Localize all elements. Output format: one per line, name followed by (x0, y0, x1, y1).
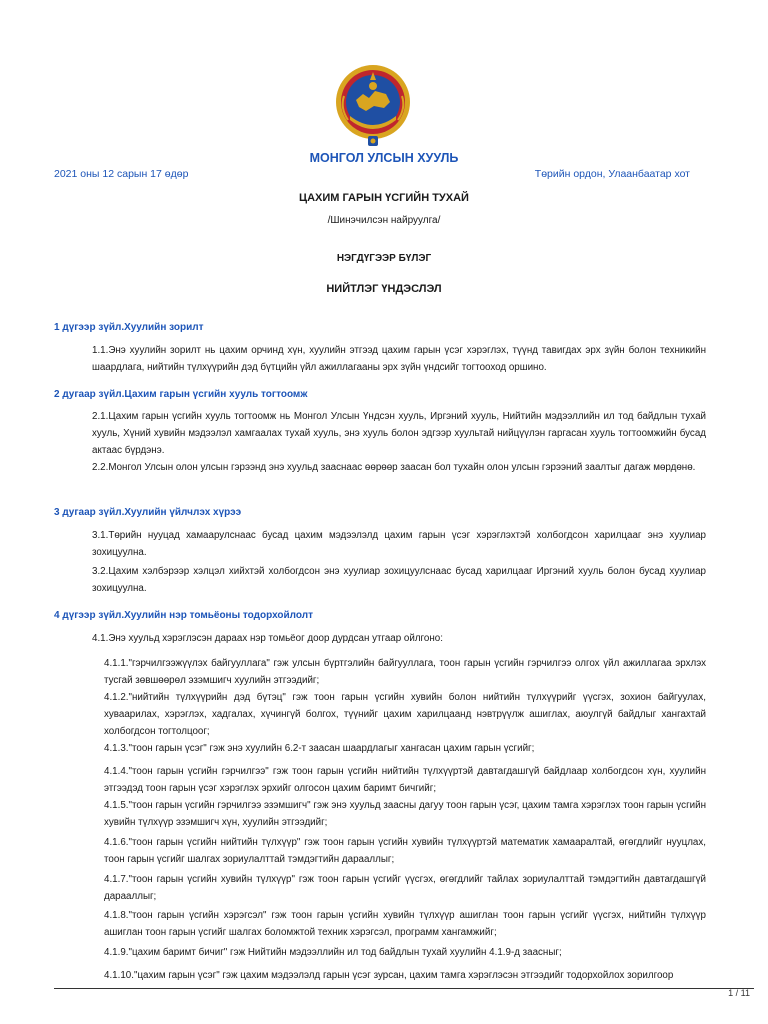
article-2-heading: 2 дугаар зүйл.Цахим гарын үсгийн хууль тогтоомж (54, 389, 308, 400)
date: 2021 оны 12 сарын 17 өдөр (54, 168, 189, 180)
law-title: МОНГОЛ УЛСЫН ХУУЛЬ (309, 151, 459, 165)
chapter-number: НЭГДҮГЭЭР БҮЛЭГ (336, 253, 432, 264)
chapter-name: НИЙТЛЭГ ҮНДЭСЛЭЛ (326, 283, 442, 295)
paragraph-2-1: 2.1.Цахим гарын үсгийн хууль тогтоомж нь Монгол Улсын Үндсэн хууль, Иргэний хууль, Нийтийн мэдээллийн ил тод байдлын тухай хууль, Хүний хувийн мэдээлэл хамгаалах тухай хууль, энэ хууль болон эдгээр хуультай нийцүүлэн гаргасан хууль тогтоомжийн бусад актаас бүрдэнэ. (92, 411, 706, 456)
definition-item: 4.1.9."цахим баримт бичиг" гэж Нийтийн мэдээллийн ил тод байдлын тухай хуулийн 4.1.9-д заасныг; (104, 947, 562, 958)
article-4-heading: 4 дүгээр зүйл.Хуулийн нэр томьёоны тодорхойлолт (54, 610, 313, 621)
state-emblem (334, 56, 412, 150)
document-title: ЦАХИМ ГАРЫН ҮСГИЙН ТУХАЙ (299, 192, 469, 204)
definition-item: 4.1.6."тоон гарын үсгийн нийтийн түлхүүр" гэж тоон гарын үсгийн хувийн түлхүүртэй математик хамааралтай, өгөгдлийг нууцлах, тоон гарын үсгийг шалгах зориулалттай тэмдэгтийн дарааллыг; (104, 837, 706, 865)
article-1-heading: 1 дүгээр зүйл.Хуулийн зорилт (54, 322, 204, 333)
paragraph-4-1: 4.1.Энэ хуульд хэрэглэсэн дараах нэр томьёог доор дурдсан утгаар ойлгоно: (92, 633, 443, 644)
definition-item: 4.1.10."цахим гарын үсэг" гэж цахим мэдээлэлд гарын үсэг зурсан, цахим тамга хэрэглэсэн этгээдийг тодорхойлох зорилгоор (104, 970, 674, 981)
definition-item: 4.1.7."тоон гарын үсгийн хувийн түлхүүр" гэж тоон гарын үсгийг үүсгэх, өгөгдлийг тайлах зориулалттай тэмдэгтийн давтагдашгүй дарааллыг; (104, 874, 706, 902)
paragraph-3-2: 3.2.Цахим хэлбэрээр хэлцэл хийхтэй холбогдсон энэ хуулиар зохицуулснаас бусад харилцааг Иргэний хууль болон бусад хуулиар зохицуулна. (92, 566, 706, 594)
document-subtitle: /Шинэчилсэн найруулга/ (327, 215, 441, 226)
paragraph-2-2: 2.2.Монгол Улсын олон улсын гэрээнд энэ хуульд зааснаас өөрөөр заасан бол тухайн олон улсын гэрээний заалтыг дагаж мөрдөнө. (92, 462, 696, 473)
footer-divider (54, 988, 754, 989)
definition-item: 4.1.8."тоон гарын үсгийн хэрэгсэл" гэж тоон гарын үсгийн хувийн түлхүүр ашиглан тоон гарын үсгийг үүсгэх, нийтийн түлхүүр ашиглан тоон гарын үсгийг шалгах боломжтой техник хэрэгсэл, программ хангамжийг; (104, 910, 706, 938)
definition-item: 4.1.3."тоон гарын үсэг" гэж энэ хуулийн 6.2-т заасан шаардлагыг хангасан цахим гарын үсгийг; (104, 743, 535, 754)
paragraph-1-1: 1.1.Энэ хуулийн зорилт нь цахим орчинд хүн, хуулийн этгээд цахим гарын үсэг хэрэглэх, түүнд тавигдах эрх зүйн болон техникийн шаардлага, нийтийн түлхүүрийн дэд бүтцийн үйл ажиллагааны эрх зүйн үндсийг тогтооход оршино. (92, 345, 706, 373)
definition-item: 4.1.4."тоон гарын үсгийн гэрчилгээ" гэж тоон гарын үсгийн нийтийн түлхүүртэй давтагдашгүй байдлаар холбогдсон хүн, хуулийн этгээдэд тоон гарын үсэг хэрэглэх эрхийг олгосон цахим баримт бичгийг; (104, 766, 706, 794)
place: Төрийн ордон, Улаанбаатар хот (534, 168, 690, 180)
article-3-heading: 3 дугаар зүйл.Хуулийн үйлчлэх хүрээ (54, 507, 242, 518)
definition-item: 4.1.2."нийтийн түлхүүрийн дэд бүтэц" гэж тоон гарын үсгийн хувийн болон нийтийн түлхүүрийг үүсгэх, зохион байгуулах, хуваарилах, хэрэглэх, хадгалах, хүчингүй болгох, түүнийг цахим харилцаанд нэвтрүүлж ашиглах, аюулгүй байдлыг хангахтай холбогдсон тогтолцоог; (104, 692, 706, 737)
definition-item: 4.1.1."гэрчилгээжүүлэх байгууллага" гэж улсын бүртгэлийн байгууллага, тоон гарын үсгийн гэрчилгээ олгох үйл ажиллагаа эрхлэх тусгай зөвшөөрөл эзэмшигч хуулийн этгээдийг; (104, 658, 706, 686)
page-number: 1 / 11 (728, 988, 750, 998)
definition-item: 4.1.5."тоон гарын үсгийн гэрчилгээ эзэмшигч" гэж энэ хуульд заасны дагуу тоон гарын үсэг, цахим тамга хэрэглэх тоон гарын үсгийн хувийн түлхүүр эзэмшигч хүн, хуулийн этгээдийг; (104, 800, 706, 828)
paragraph-3-1: 3.1.Төрийн нууцад хамаарулснаас бусад цахим мэдээлэлд цахим гарын үсэг хэрэглэхтэй холбогдсон харилцааг энэ хуулиар зохицуулна. (92, 530, 706, 558)
